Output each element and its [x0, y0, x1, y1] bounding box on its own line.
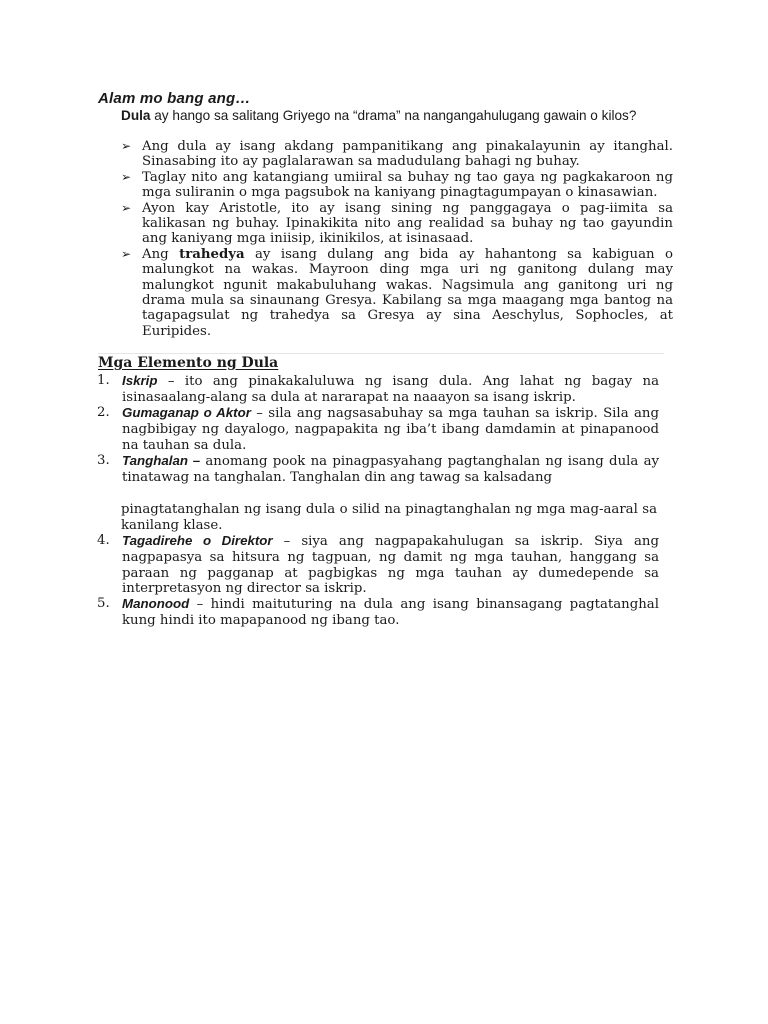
bullet-bold-term: trahedya	[179, 246, 245, 262]
element-number: 3.	[97, 453, 110, 468]
element-item	[97, 405, 659, 453]
bullet-item	[121, 170, 673, 201]
element-text: – sila ang nagsasabuhay sa mga tauhan sa iskrip. Sila ang nagbibigay ng dayalogo, nagpapakita ng iba’t ibang damdamin at pinapanood na tauhan sa dula.	[122, 406, 659, 453]
element-item-continuation: pinagtatanghalan ng isang dula o silid na pinagtanghalan ng mga mag-aaral sa kanilang klase.	[121, 502, 657, 533]
element-term: Iskrip	[122, 373, 158, 388]
intro-lead	[121, 108, 671, 124]
bullet-text: Ang	[142, 246, 180, 262]
section-divider	[98, 353, 664, 354]
elements-heading: Mga Elemento ng Dula	[98, 355, 279, 371]
bullet-text: Ang dula ay isang akdang pampanitikang ang pinakalayunin ay itanghal. Sinasabing ito ay paglalarawan sa madudulang bahagi ng buhay.	[142, 139, 673, 170]
element-item	[97, 596, 659, 629]
element-text: – siya ang nagpapakahulugan sa iskrip. Siya ang nagpapasya sa hitsura ng tagpuan, ng damit ng mga tauhan, hanggang sa paraan ng pagganap at pagbigkas ng mga tauhan ay dumedepende sa interpretasyon ng director sa iskrip.	[122, 534, 659, 597]
element-item	[97, 453, 659, 486]
arrow-bullet-icon: ➢	[121, 246, 132, 261]
bullet-item	[121, 247, 673, 339]
arrow-bullet-icon: ➢	[121, 139, 132, 153]
element-text: – ito ang pinakakaluluwa ng isang dula. Ang lahat ng bagay na isinasaalang-alang sa dula at nararapat na naaayon sa isang iskrip.	[122, 374, 659, 405]
bullet-item	[121, 201, 673, 247]
element-number: 4.	[97, 533, 110, 548]
element-term: Gumaganap o Aktor	[122, 405, 251, 420]
element-term: Manonood	[122, 596, 190, 611]
bullet-text: ay isang dulang ang bida ay hahantong sa kabiguan o malungkot na wakas. Mayroon ding mga uri ng ganitong dulang may malungkot ngunit makabuluhang wakas. Nagsimula ang ganitong uri ng drama mula sa sinaunang Gresya. Kabilang sa mga maagang mga bantog na tagapagsulat ng trahedya sa Gresya ay sina Aeschylus, Sophocles, at Euripides.	[142, 246, 674, 339]
bullet-item	[121, 139, 673, 170]
intro-heading: Alam mo bang ang…	[98, 90, 251, 107]
arrow-bullet-icon: ➢	[121, 169, 132, 184]
element-item	[97, 373, 659, 406]
element-text: anomang pook na pinagpasyahang pagtanghalan ng isang dula ay tinatawag na tanghalan. Tanghalan din ang tawag sa kalsadang	[122, 454, 660, 485]
element-number: 5.	[97, 596, 110, 611]
bullet-text: Ayon kay Aristotle, ito ay isang sining ng panggagaya o pag-iimita sa kalikasan ng buhay. Ipinakikita nito ang realidad sa buhay ng tao gayundin ang kaniyang mga iniisip, ikinikilos, at isinasaad.	[142, 200, 673, 247]
lead-term: Dula	[121, 108, 151, 123]
element-term: Tanghalan –	[122, 453, 201, 468]
intro-bullet-list	[121, 139, 673, 339]
lead-text: ay hango sa salitang Griyego na “drama” na nangangahulugang gawain o kilos?	[150, 108, 637, 123]
element-text: – hindi maituturing na dula ang isang binansagang pagtatanghal kung hindi ito mapapanood ng ibang tao.	[122, 597, 659, 628]
element-number: 1.	[97, 373, 110, 388]
arrow-bullet-icon: ➢	[121, 200, 132, 215]
bullet-text: Taglay nito ang katangiang umiiral sa buhay ng tao gaya ng pagkakaroon ng mga suliranin o mga pagsubok na kaniyang pinagtagumpayan o kinasawian.	[142, 169, 673, 201]
element-number: 2.	[97, 405, 110, 420]
element-term: Tagadirehe o Direktor	[122, 533, 273, 548]
element-item	[97, 533, 659, 597]
